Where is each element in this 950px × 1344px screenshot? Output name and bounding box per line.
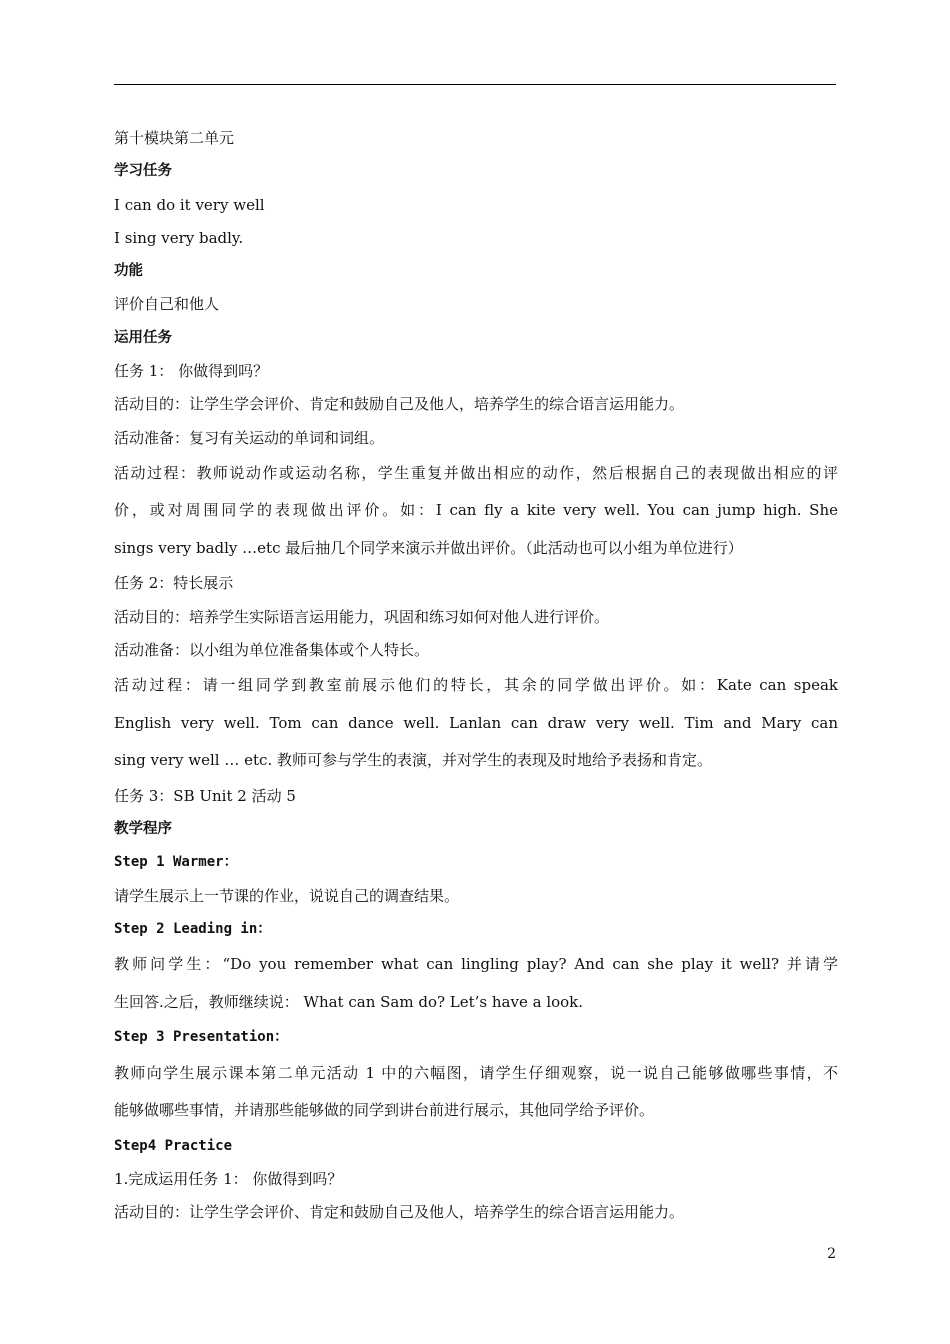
paragraph-line: 活动目的：让学生学会评价、肯定和鼓励自己及他人，培养学生的综合语言运用能力。 — [114, 395, 685, 414]
paragraph-line: 生回答.之后，教师继续说： What can Sam do? Let’s have a look. — [114, 992, 584, 1011]
paragraph-line: 活动过程：教师说动作或运动名称，学生重复并做出相应的动作，然后根据自己的表现做出相应的评 — [114, 463, 838, 482]
header-rule — [114, 84, 836, 85]
step-heading: Step 3 Presentation： — [114, 1029, 289, 1046]
paragraph-line: 教师问学生：“Do you remember what can lingling play? And can she play it well? 并请学 — [114, 955, 838, 974]
paragraph-line: English very well. Tom can dance well. Lanlan can draw very well. Tim and Mary can — [114, 713, 838, 732]
paragraph-line: 活动目的：培养学生实际语言运用能力，巩固和练习如何对他人进行评价。 — [114, 607, 610, 626]
paragraph-line: 请学生展示上一节课的作业，说说自己的调查结果。 — [114, 886, 460, 905]
task-title: 任务 1： 你做得到吗？ — [114, 362, 269, 381]
paragraph-line: 价，或对周围同学的表现做出评价。如：I can fly a kite very well. You can jump high. She — [114, 501, 838, 520]
section-heading-learning-tasks: 学习任务 — [114, 163, 172, 180]
task-title: 任务 2：特长展示 — [114, 574, 234, 593]
page-number: 2 — [827, 1246, 836, 1262]
paragraph-line: 活动准备：复习有关运动的单词和词组。 — [114, 428, 385, 447]
target-sentence: I sing very badly. — [114, 228, 244, 247]
paragraph-line: 活动目的：让学生学会评价、肯定和鼓励自己及他人，培养学生的综合语言运用能力。 — [114, 1203, 685, 1222]
module-title: 第十模块第二单元 — [114, 129, 235, 147]
section-heading-function: 功能 — [114, 263, 143, 280]
paragraph-line: 活动过程：请一组同学到教室前展示他们的特长，其余的同学做出评价。如：Kate can speak — [114, 676, 838, 695]
paragraph-line: 活动准备：以小组为单位准备集体或个人特长。 — [114, 641, 430, 660]
paragraph-line: sing very well … etc. 教师可参与学生的表演，并对学生的表现及时地给予表扬和肯定。 — [114, 751, 712, 770]
step-heading: Step 2 Leading in： — [114, 921, 272, 938]
section-heading-tasks: 运用任务 — [114, 329, 172, 346]
target-sentence: I can do it very well — [114, 195, 265, 214]
paragraph-line: 教师向学生展示课本第二单元活动 1 中的六幅图，请学生仔细观察，说一说自己能够做哪些事情，不 — [114, 1063, 838, 1082]
step-heading: Step 1 Warmer： — [114, 854, 238, 871]
paragraph-line: sings very badly …etc 最后抽几个同学来演示并做出评价。（此活动也可以小组为单位进行） — [114, 538, 743, 557]
paragraph-line: 1.完成运用任务 1： 你做得到吗？ — [114, 1169, 343, 1188]
step-heading: Step4 Practice — [114, 1137, 233, 1154]
paragraph-line: 能够做哪些事情，并请那些能够做的同学到讲台前进行展示，其他同学给予评价。 — [114, 1101, 655, 1120]
task-title: 任务 3：SB Unit 2 活动 5 — [114, 786, 296, 805]
function-text: 评价自己和他人 — [114, 295, 220, 314]
document-body — [114, 122, 838, 1230]
section-heading-procedure: 教学程序 — [114, 821, 172, 838]
